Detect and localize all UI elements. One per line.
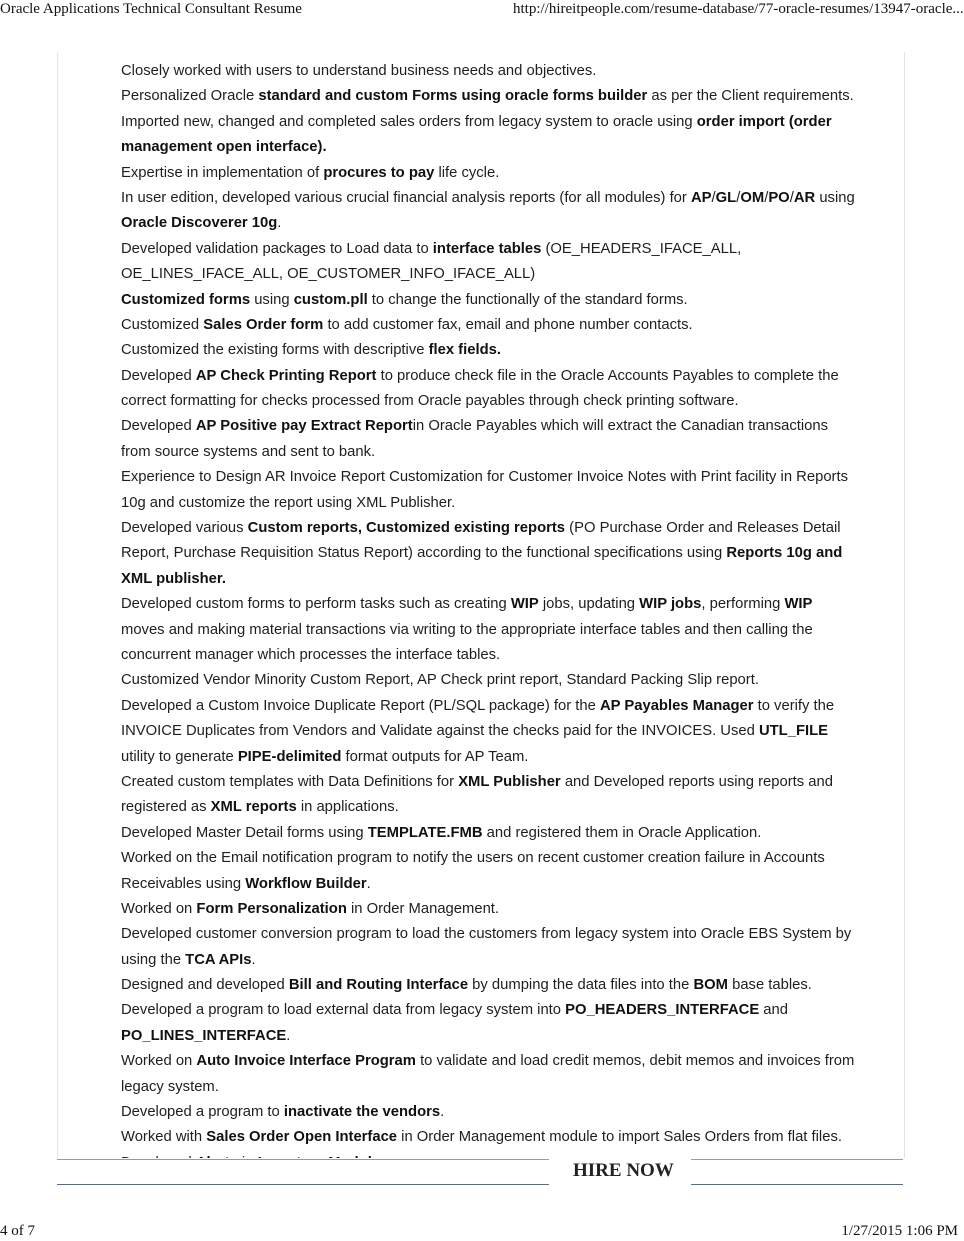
text: concurrent manager which processes the interface tables. — [121, 646, 501, 663]
text: registered as — [121, 799, 211, 816]
text: life cycle. — [434, 164, 500, 181]
text: Personalized Oracle — [121, 88, 259, 105]
text: base tables. — [727, 977, 812, 994]
divider-line — [57, 1184, 549, 1185]
text-line — [121, 414, 911, 439]
print-datetime: 1/27/2015 1:06 PM — [841, 1223, 958, 1239]
bold-text: TEMPLATE.FMB — [367, 824, 483, 841]
text-line — [121, 338, 911, 363]
text: Created custom templates with Data Definitions for — [121, 773, 459, 790]
text: Worked with — [121, 1129, 207, 1146]
text: Expertise in implementation of — [121, 164, 324, 181]
bold-text: Form Personalization — [196, 900, 347, 917]
text: INVOICE Duplicates from Vendors and Validate against the checks paid for the INVOICES. Used — [121, 723, 759, 740]
text: moves and making material transactions via writing to the appropriate interface tables and then calling the — [121, 621, 813, 638]
text-line — [121, 948, 911, 973]
text: and registered them in Oracle Application. — [482, 824, 762, 841]
text-line — [121, 237, 911, 262]
bold-text: AP Payables Manager — [599, 697, 754, 714]
bold-text: inactivate the vendors — [283, 1104, 441, 1121]
bold-text: Auto Invoice Interface Program — [196, 1053, 416, 1070]
text-line — [121, 567, 911, 592]
bold-text: WIP — [784, 596, 813, 613]
text-line — [121, 288, 911, 313]
bold-text: TCA APIs — [185, 951, 252, 968]
text: Customized Vendor Minority Custom Report, AP Check print report, Standard Packing Slip report. — [121, 672, 759, 689]
text-line — [121, 389, 911, 414]
text-line — [121, 618, 911, 643]
page-title: Oracle Applications Technical Consultant Resume — [0, 1, 302, 17]
bold-text: AR — [793, 189, 816, 206]
text: . — [440, 1104, 445, 1121]
page-number: 4 of 7 — [0, 1223, 35, 1239]
text-line — [121, 465, 911, 490]
bold-text: PO_HEADERS_INTERFACE — [565, 1002, 760, 1019]
text: 10g and customize the report using XML Publisher. — [121, 494, 456, 511]
bold-text: Custom reports, Customized existing reports — [247, 520, 566, 537]
text: Developed Master Detail forms using — [121, 824, 368, 841]
text: using the — [121, 951, 186, 968]
bold-text: GL — [715, 189, 737, 206]
bold-text: AP Positive pay Extract Report — [195, 418, 413, 435]
text: Imported new, changed and completed sales orders from legacy system to oracle using — [121, 113, 697, 130]
text: to change the functionally of the standard forms. — [367, 291, 688, 308]
text-line — [121, 592, 911, 617]
bold-text: order import (order — [696, 113, 832, 130]
text-line — [121, 973, 911, 998]
text: from source systems and sent to bank. — [121, 443, 376, 460]
text: Worked on — [121, 900, 197, 917]
divider-line — [57, 1159, 549, 1160]
text-line — [121, 745, 911, 770]
text: in applications. — [296, 799, 399, 816]
text-line — [121, 719, 911, 744]
text: Developed validation packages to Load data to — [121, 240, 433, 257]
text-line — [121, 1100, 911, 1125]
text-line — [121, 1049, 911, 1074]
bold-text: Bill and Routing Interface — [288, 977, 469, 994]
text-line — [121, 897, 911, 922]
text: / — [764, 189, 769, 206]
text-line — [121, 211, 911, 236]
text: (OE_HEADERS_IFACE_ALL, — [541, 240, 742, 257]
text-line — [121, 643, 911, 668]
text: using — [815, 189, 855, 206]
text: in Order Management module to import Sales Orders from flat files. — [397, 1129, 842, 1146]
hire-now-link[interactable]: HIRE NOW — [573, 1160, 674, 1181]
bold-text: Reports 10g and — [726, 545, 843, 562]
text-line — [121, 922, 911, 947]
text: Customized — [121, 316, 204, 333]
text-line — [121, 795, 911, 820]
text: (PO Purchase Order and Releases Detail — [565, 520, 841, 537]
text: Closely worked with users to understand business needs and objectives. — [121, 63, 597, 79]
bold-text: XML publisher. — [121, 570, 226, 587]
text-line — [121, 59, 911, 84]
text: Designed and developed — [121, 977, 289, 994]
text: . — [277, 215, 282, 232]
text: Developed customer conversion program to load the customers from legacy system into Oracle EBS System by — [121, 926, 852, 943]
responsibilities-list — [121, 59, 911, 1176]
text: by dumping the data files into the — [468, 977, 694, 994]
bold-text: WIP jobs — [639, 596, 702, 613]
text: to validate and load credit memos, debit memos and invoices from — [415, 1053, 855, 1070]
text-line — [121, 694, 911, 719]
text-line — [121, 998, 911, 1023]
text: in Order Management. — [346, 900, 500, 917]
divider-line — [691, 1159, 903, 1160]
text: Developed a program to load external data from legacy system into — [121, 1002, 566, 1019]
bold-text: PO_LINES_INTERFACE — [121, 1027, 287, 1044]
bold-text: UTL_FILE — [758, 723, 829, 740]
text-line — [121, 84, 911, 109]
text-line — [121, 161, 911, 186]
text: legacy system. — [121, 1078, 219, 1095]
text: Customized the existing forms with descriptive — [121, 342, 429, 359]
text-line — [121, 821, 911, 846]
text-line — [121, 262, 911, 287]
bold-text: Customized forms — [121, 291, 251, 308]
resume-content-frame — [57, 52, 905, 1160]
bold-text: PO — [768, 189, 790, 206]
text: Developed a program to — [121, 1104, 284, 1121]
bold-text: custom.pll — [293, 291, 368, 308]
text: . — [366, 875, 371, 892]
text: Developed custom forms to perform tasks such as creating — [121, 596, 511, 613]
bold-text: Sales Order form — [203, 316, 324, 333]
text-line — [121, 1125, 911, 1150]
text: . — [286, 1027, 291, 1044]
bold-text: AP Check Printing Report — [195, 367, 377, 384]
text: / — [711, 189, 716, 206]
text: Experience to Design AR Invoice Report Customization for Customer Invoice Notes with Print facility in Reports — [121, 469, 848, 486]
text: to verify the — [753, 697, 835, 714]
text: Worked on the Email notification program to notify the users on recent customer creation failure in Accounts — [121, 850, 825, 867]
hire-now-banner — [0, 1158, 960, 1198]
bold-text: procures to pay — [323, 164, 435, 181]
text: jobs, updating — [538, 596, 640, 613]
text: Developed — [121, 367, 196, 384]
bold-text: Oracle Discoverer 10g — [121, 215, 278, 232]
text: Worked on — [121, 1053, 197, 1070]
text: In user edition, developed various crucial financial analysis reports (for all modules) for — [121, 189, 691, 206]
text: and — [759, 1002, 788, 1019]
text: correct formatting for checks processed from Oracle payables through check printing software. — [121, 393, 739, 410]
text-line — [121, 135, 911, 160]
text-line — [121, 1075, 911, 1100]
text: OE_LINES_IFACE_ALL, OE_CUSTOMER_INFO_IFACE_ALL) — [121, 266, 536, 283]
bold-text: flex fields. — [428, 342, 501, 359]
bold-text: OM — [740, 189, 765, 206]
text: Receivables using — [121, 875, 246, 892]
bold-text: management open interface). — [121, 139, 327, 156]
text: to add customer fax, email and phone number contacts. — [323, 316, 693, 333]
divider-line — [691, 1184, 903, 1185]
text-line — [121, 516, 911, 541]
text: and Developed reports using reports and — [560, 773, 833, 790]
text: / — [736, 189, 741, 206]
text: utility to generate — [121, 748, 238, 765]
text: Developed various — [121, 520, 248, 537]
text: Developed a Custom Invoice Duplicate Report (PL/SQL package) for the — [121, 697, 600, 714]
bold-text: WIP — [510, 596, 539, 613]
page-url: http://hireitpeople.com/resume-database/77-oracle-resumes/13947-oracle... — [513, 1, 964, 17]
text-line — [121, 110, 911, 135]
text-line — [121, 186, 911, 211]
text-line — [121, 313, 911, 338]
text: . — [251, 951, 256, 968]
text: format outputs for AP Team. — [341, 748, 529, 765]
bold-text: XML reports — [210, 799, 297, 816]
text: to produce check file in the Oracle Accounts Payables to complete the — [376, 367, 839, 384]
text-line — [121, 872, 911, 897]
bold-text: interface tables — [432, 240, 542, 257]
text-line — [121, 541, 911, 566]
text-line — [121, 668, 911, 693]
bold-text: XML Publisher — [458, 773, 561, 790]
bold-text: Workflow Builder — [245, 875, 367, 892]
text-line — [121, 1024, 911, 1049]
text-line — [121, 364, 911, 389]
text: in Oracle Payables which will extract the Canadian transactions — [412, 418, 829, 435]
text: Report, Purchase Requisition Status Report) according to the functional specifications using — [121, 545, 727, 562]
text: , performing — [701, 596, 785, 613]
text: using — [250, 291, 294, 308]
bold-text: AP — [690, 189, 712, 206]
text-line — [121, 846, 911, 871]
text: / — [789, 189, 794, 206]
bold-text: BOM — [693, 977, 728, 994]
text-line — [121, 491, 911, 516]
bold-text: standard and custom Forms using oracle forms builder — [258, 88, 648, 105]
text: as per the Client requirements. — [647, 88, 854, 105]
text-line — [121, 440, 911, 465]
text: Developed — [121, 418, 196, 435]
bold-text: PIPE-delimited — [237, 748, 342, 765]
bold-text: Sales Order Open Interface — [206, 1129, 398, 1146]
text-line — [121, 770, 911, 795]
